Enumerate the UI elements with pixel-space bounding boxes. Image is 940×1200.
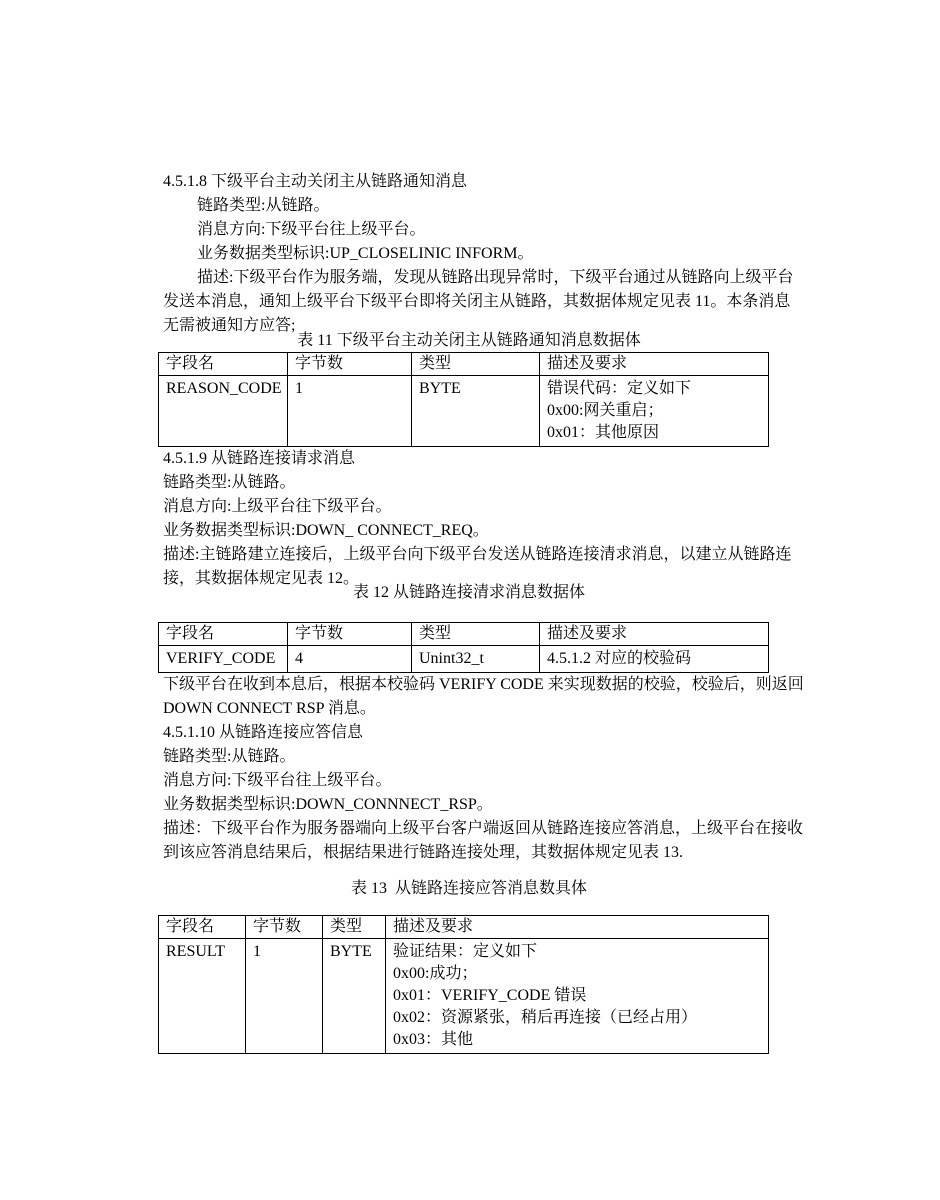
section-4-5-1-10 — [163, 721, 804, 865]
column-header: 类型 — [323, 916, 386, 939]
table-cell — [288, 376, 412, 447]
column-header: 字节数 — [288, 353, 412, 376]
text-line: 发送本消息，通知上级平台下级平台即将关闭主从链路，其数据体规定见表 11。本条消息 — [163, 293, 791, 310]
table-cell — [540, 376, 769, 447]
text-line: 描述：下级平台作为服务器端向上级平台客户端返回从链路连接应答消息，上级平台在接收 — [163, 820, 804, 837]
text-line: 无需被通知方应答; — [163, 317, 296, 334]
table-row — [159, 376, 769, 447]
text-line: 接，其数据体规定见表 12。 — [163, 570, 360, 587]
text-line: 描述:下级平台作为服务端，发现从链路出现异常时，下级平台通过从链路向上级平台 — [197, 269, 794, 286]
table-cell — [159, 376, 288, 447]
table-header-row — [159, 623, 769, 646]
section-4-5-1-8 — [163, 170, 794, 338]
cell-line: Unint32_t — [419, 650, 484, 667]
cell-line: 错误代码：定义如下 — [547, 380, 692, 397]
document-content — [163, 170, 804, 1054]
column-header: 字段名 — [159, 353, 288, 376]
column-header: 字段名 — [159, 623, 288, 646]
cell-line: 4.5.1.2 对应的校验码 — [547, 650, 692, 667]
table-row — [159, 646, 769, 673]
table-cell — [288, 646, 412, 673]
table-12-caption: 表 12 从链路连接清求消息数据体 — [352, 584, 585, 601]
table-cell — [412, 376, 540, 447]
text-line: 描述:主链路建立连接后，上级平台向下级平台发送从链路连接清求消息，以建立从链路连 — [163, 546, 792, 563]
table-header-row — [159, 916, 769, 939]
text-line: 业务数据类型标识:DOWN_CONNNECT_RSP。 — [163, 796, 493, 813]
cell-line: 验证结果：定义如下 — [393, 943, 538, 960]
table-row — [159, 939, 769, 1054]
text-line: 4.5.1.10 从链路连接应答信息 — [163, 724, 364, 741]
cell-line: 0x01：其他原因 — [547, 424, 660, 441]
cell-line: 0x01：VERIFY_CODE 错误 — [393, 987, 587, 1004]
table-cell — [246, 939, 323, 1054]
table-cell — [323, 939, 386, 1054]
cell-line: 0x03：其他 — [393, 1031, 474, 1048]
cell-line: 1 — [295, 380, 303, 397]
text-line: 链路类型:从链路。 — [163, 748, 296, 765]
text-line: DOWN CONNECT RSP 消息。 — [163, 700, 376, 717]
cell-line: 0x00:网关重启； — [547, 402, 664, 419]
cell-line: RESULT — [166, 943, 225, 960]
text-line: 业务数据类型标识:UP_CLOSELINIC INFORM。 — [197, 245, 534, 262]
table-11-caption: 表 11 下级平台主动关闭主从链路通知消息数据体 — [297, 332, 641, 349]
text-line: 到该应答消息结果后，根据结果进行链路连接处理，其数据体规定见表 13. — [163, 844, 684, 861]
cell-line: 0x00:成功； — [393, 965, 478, 982]
column-header: 类型 — [412, 353, 540, 376]
column-header: 字段名 — [159, 916, 246, 939]
column-header: 描述及要求 — [540, 623, 769, 646]
table-cell — [412, 646, 540, 673]
column-header: 类型 — [412, 623, 540, 646]
text-line: 下级平台在收到本息后，根据本校验码 VERIFY CODE 来实现数据的校验，校验后，则返回 — [163, 676, 804, 693]
column-header: 描述及要求 — [540, 353, 769, 376]
table-cell — [386, 939, 769, 1054]
table-12 — [158, 622, 769, 673]
cell-line: BYTE — [330, 943, 372, 960]
table-13 — [158, 915, 769, 1054]
column-header: 字节数 — [288, 623, 412, 646]
text-line: 4.5.1.9 从链路连接请求消息 — [163, 450, 356, 467]
cell-line: BYTE — [419, 380, 461, 397]
cell-line: 0x02：资源紧张，稍后再连接（已经占用） — [393, 1009, 698, 1026]
table-cell — [159, 646, 288, 673]
column-header: 描述及要求 — [386, 916, 769, 939]
text-line: 链路类型:从链路。 — [163, 474, 296, 491]
text-line: 消息方向:下级平台往上级平台。 — [197, 221, 426, 238]
table-13-caption: 表 13 从链路连接应答消息数具体 — [350, 880, 587, 897]
text-line: 链路类型:从链路。 — [197, 197, 330, 214]
cell-line: REASON_CODE — [166, 380, 282, 397]
cell-line: VERIFY_CODE — [166, 650, 276, 667]
paragraph-verify — [163, 673, 804, 721]
column-header: 字节数 — [246, 916, 323, 939]
text-line: 消息方向:上级平台往下级平台。 — [163, 498, 392, 515]
table-cell — [540, 646, 769, 673]
section-4-5-1-9 — [163, 447, 792, 591]
text-line: 消息方问:下级平台往上级平台。 — [163, 772, 392, 789]
text-line: 业务数据类型标识:DOWN_ CONNECT_REQ。 — [163, 522, 489, 539]
table-cell — [159, 939, 246, 1054]
table-11 — [158, 352, 769, 447]
cell-line: 4 — [295, 650, 303, 667]
text-line: 4.5.1.8 下级平台主动关闭主从链路通知消息 — [163, 173, 468, 190]
table-header-row — [159, 353, 769, 376]
cell-line: 1 — [253, 943, 261, 960]
